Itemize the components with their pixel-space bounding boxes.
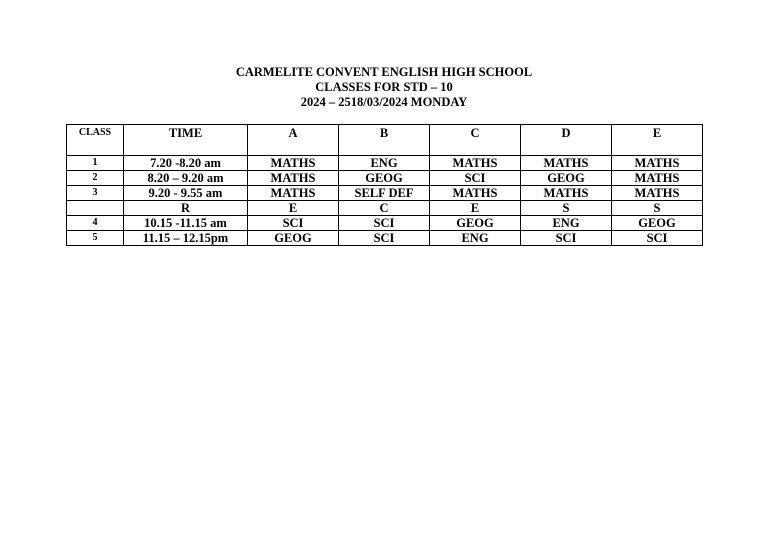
header-section-c: C xyxy=(430,125,521,156)
date-line: 2024 – 2518/03/2024 MONDAY xyxy=(300,95,468,110)
header-time: TIME xyxy=(124,125,248,156)
subject-cell: GEOG xyxy=(248,231,339,246)
subject-cell: C xyxy=(339,201,430,216)
time-cell: 10.15 -11.15 am xyxy=(124,216,248,231)
time-cell: 7.20 -8.20 am xyxy=(124,156,248,171)
school-name: CARMELITE CONVENT ENGLISH HIGH SCHOOL xyxy=(235,65,533,79)
time-cell: 11.15 – 12.15pm xyxy=(124,231,248,246)
subject-cell: ENG xyxy=(430,231,521,246)
subject-cell: S xyxy=(521,201,612,216)
subject-cell: GEOG xyxy=(339,171,430,186)
subject-cell: SCI xyxy=(521,231,612,246)
subject-cell: GEOG xyxy=(430,216,521,231)
table-row xyxy=(67,171,703,186)
subject-cell: GEOG xyxy=(612,216,703,231)
period-number-cell: 4 xyxy=(67,216,124,231)
table-header-row xyxy=(67,125,703,156)
subject-cell: SCI xyxy=(248,216,339,231)
table-row xyxy=(67,231,703,246)
class-subtitle: CLASSES FOR STD – 10 xyxy=(315,80,453,95)
subject-cell: SCI xyxy=(430,171,521,186)
table-row xyxy=(67,186,703,201)
table-row xyxy=(67,156,703,171)
table-row xyxy=(67,201,703,216)
period-number-cell: 1 xyxy=(67,156,124,171)
subject-cell: MATHS xyxy=(612,156,703,171)
subject-cell: MATHS xyxy=(430,186,521,201)
subject-cell: MATHS xyxy=(521,156,612,171)
time-cell: 9.20 - 9.55 am xyxy=(124,186,248,201)
subject-cell: SCI xyxy=(339,231,430,246)
subject-cell: MATHS xyxy=(248,186,339,201)
period-number-cell xyxy=(67,201,124,216)
timetable xyxy=(66,124,703,246)
subject-cell: S xyxy=(612,201,703,216)
subject-cell: MATHS xyxy=(248,156,339,171)
period-number-cell: 5 xyxy=(67,231,124,246)
subject-cell: ENG xyxy=(521,216,612,231)
table-row xyxy=(67,216,703,231)
period-number-cell: 3 xyxy=(67,186,124,201)
subject-cell: E xyxy=(430,201,521,216)
header-section-d: D xyxy=(521,125,612,156)
subject-cell: GEOG xyxy=(521,171,612,186)
subject-cell: MATHS xyxy=(430,156,521,171)
subject-cell: SELF DEF xyxy=(339,186,430,201)
time-cell: 8.20 – 9.20 am xyxy=(124,171,248,186)
header-section-e: E xyxy=(612,125,703,156)
header-section-a: A xyxy=(248,125,339,156)
subject-cell: E xyxy=(248,201,339,216)
subject-cell: MATHS xyxy=(612,171,703,186)
period-number-cell: 2 xyxy=(67,171,124,186)
document-heading xyxy=(0,65,768,111)
time-cell: R xyxy=(124,201,248,216)
subject-cell: SCI xyxy=(612,231,703,246)
subject-cell: ENG xyxy=(339,156,430,171)
subject-cell: SCI xyxy=(339,216,430,231)
subject-cell: MATHS xyxy=(521,186,612,201)
subject-cell: MATHS xyxy=(248,171,339,186)
header-section-b: B xyxy=(339,125,430,156)
header-class: CLASS xyxy=(67,125,124,156)
subject-cell: MATHS xyxy=(612,186,703,201)
